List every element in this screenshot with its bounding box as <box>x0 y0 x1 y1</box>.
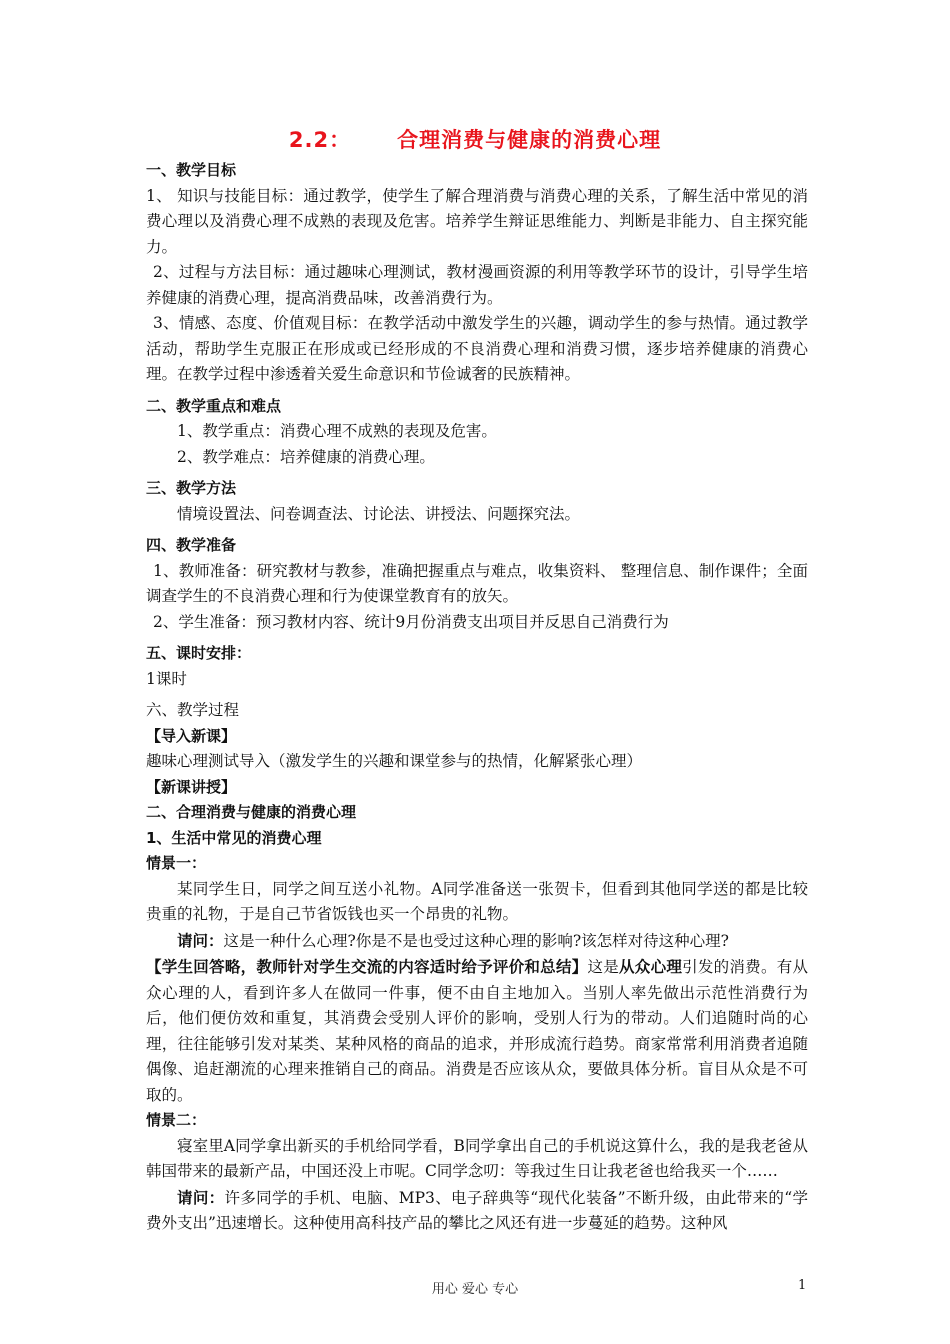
scene-one-question <box>146 928 808 955</box>
subheading-common-psychology: 1、生活中常见的消费心理 <box>146 828 322 847</box>
difficult-point: 2、教学难点：培养健康的消费心理。 <box>177 447 435 466</box>
scene-two-label: 情景二： <box>146 1111 207 1129</box>
page-footer: 用心 爱心 专心 <box>431 1282 519 1297</box>
objective-process: 2、过程与方法目标：通过趣味心理测试，教材漫画资源的利用等教学环节的设计，引导学生培养健康的消费心理，提高消费品味，改善消费行为。 <box>146 263 808 307</box>
subheading-consumption: 二、合理消费与健康的消费心理 <box>146 803 357 821</box>
intro-tag: 【导入新课】 <box>146 726 237 745</box>
title-text: 合理消费与健康的消费心理 <box>397 128 662 152</box>
objective-values: 3、情感、态度、价值观目标：在教学活动中激发学生的兴趣，调动学生的参与热情。通过教学活动，帮助学生克服正在形成或已经形成的不良消费心理和消费习惯，逐步培养健康的消费心理。在教学过程中渗透着关爱生命意识和节俭诚奢的民族精神。 <box>146 314 808 383</box>
answer-prefix: 这是 <box>587 958 620 976</box>
document-title <box>0 124 950 154</box>
scene-two-question <box>146 1185 808 1237</box>
schedule-text: 1课时 <box>146 669 187 688</box>
intro-text: 趣味心理测试导入（激发学生的兴趣和课堂参与的热情，化解紧张心理） <box>146 752 643 770</box>
section-heading-preparation: 四、教学准备 <box>146 536 237 554</box>
key-point: 1、教学重点：消费心理不成熟的表现及危害。 <box>177 422 497 440</box>
scene-two-text: 寝室里A同学拿出新买的手机给同学看，B同学拿出自己的手机说这算什么，我的是我老爸从韩国带来的最新产品，中国还没上市呢。C同学念叨：等我过生日让我老爸也给我买一个…… <box>146 1136 808 1180</box>
answer-tag: 【学生回答略，教师针对学生交流的内容适时给予评价和总结】 <box>146 957 588 976</box>
scene-one-label: 情景一： <box>146 854 207 872</box>
answer-keyword: 从众心理 <box>619 957 683 976</box>
section-heading-process: 六、教学过程 <box>146 701 240 719</box>
question-text: 许多同学的手机、电脑、MP3、电子辞典等“现代化装备”不断升级，由此带来的“学费外支出”迅速增长。这种使用高科技产品的攀比之风还有进一步蔓延的趋势。这种风 <box>146 1188 808 1232</box>
title-number: 2.2： <box>288 128 352 152</box>
question-text: 这是一种什么心理?你是不是也受过这种心理的影响?该怎样对待这种心理? <box>223 931 729 950</box>
ask-label: 请问： <box>177 930 224 950</box>
section-heading-schedule: 五、课时安排： <box>146 644 252 662</box>
page-number: 1 <box>798 1278 807 1293</box>
section-heading-key-points: 二、教学重点和难点 <box>146 396 282 415</box>
new-lesson-tag: 【新课讲授】 <box>146 777 237 796</box>
ask-label: 请问： <box>177 1187 225 1207</box>
student-preparation: 2、学生准备：预习教材内容、统计9月份消费支出项目并反思自己消费行为 <box>153 612 669 631</box>
objective-knowledge: 1、 知识与技能目标：通过教学，使学生了解合理消费与消费心理的关系，了解生活中常见的消费心理以及消费心理不成熟的表现及危害。培养学生辩证思维能力、判断是非能力、自主探究能力。 <box>146 186 808 256</box>
scene-one-answer <box>146 954 808 1108</box>
section-heading-methods: 三、教学方法 <box>146 479 237 497</box>
section-heading-objectives: 一、教学目标 <box>146 161 237 179</box>
scene-one-text: 某同学生日，同学之间互送小礼物。A同学准备送一张贺卡，但看到其他同学送的都是比较贵重的礼物，于是自己节省饭钱也买一个昂贵的礼物。 <box>146 879 808 923</box>
methods-text: 情境设置法、问卷调查法、讨论法、讲授法、问题探究法。 <box>177 504 581 523</box>
document-body <box>146 158 808 1237</box>
answer-rest: 引发的消费。有从众心理的人，看到许多人在做同一件事，便不由自主地加入。当别人率先做出示范性消费行为后，他们便仿效和重复，其消费会受别人评价的影响，受别人行为的带动。人们追随时尚的心理，往往能够引发对某类、某种风格的商品的追求，并形成流行趋势。商家常常利用消费者追随偶像、追赶潮流的心理来推销自己的商品。消费是否应该从众，要做具体分析。盲目从众是不可取的。 <box>146 958 808 1104</box>
teacher-preparation: 1、教师准备：研究教材与教参，准确把握重点与难点，收集资料、 整理信息、制作课件；全面调查学生的不良消费心理和行为使课堂教育有的放矢。 <box>146 561 808 605</box>
